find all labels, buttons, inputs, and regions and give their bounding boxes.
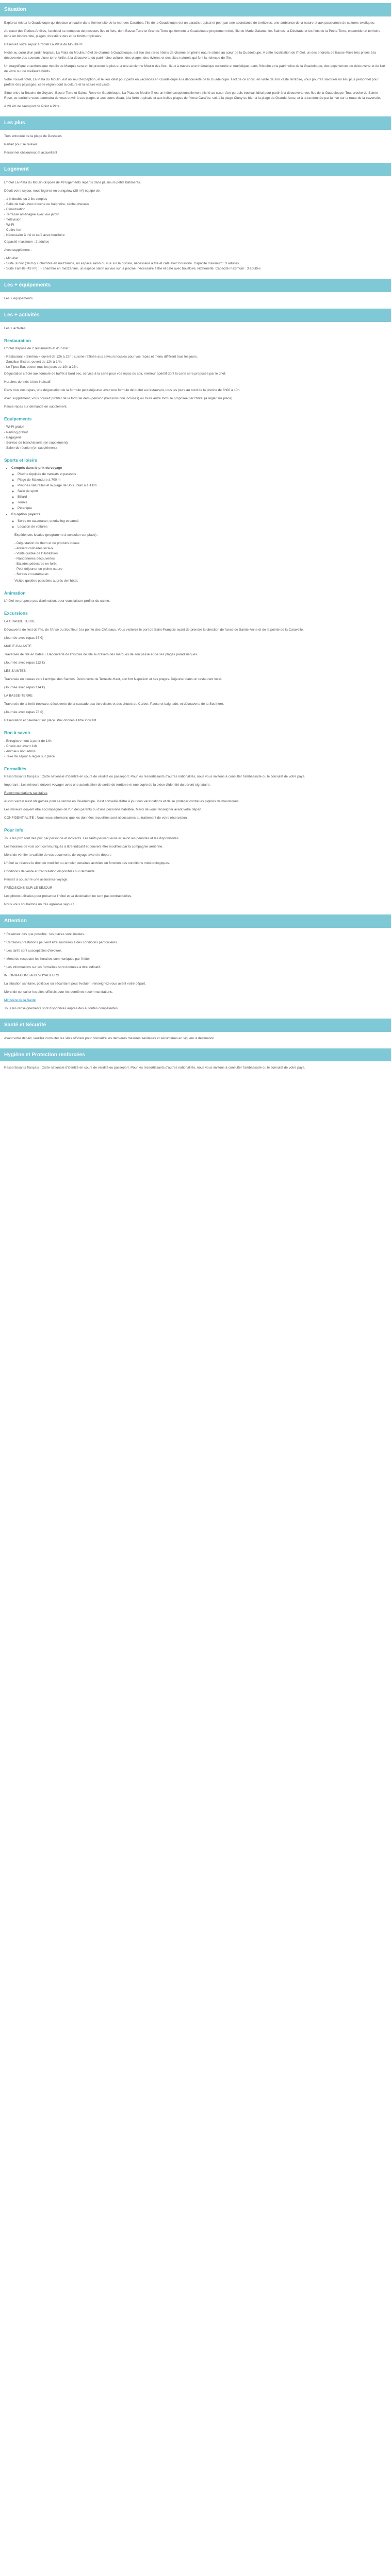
- list-item: Personnel chaleureux et accueillant: [4, 150, 57, 155]
- text: Réservation et paiement sur place. Prix donnés à titre indicatif.: [4, 719, 97, 723]
- text: (Journée avec repas 112 €): [4, 660, 45, 665]
- section-title-bon-a-savoir: Bon à savoir: [4, 730, 31, 736]
- text: Les mineurs doivent être accompagnés de l'un des parents ou d'une personne habilitée. Merci de vous renseigner avant votre départ.: [4, 808, 203, 812]
- text: Important : Les mineurs doivent voyager avec une autorisation de sortie de territoire et une copie de la pièce d'identité du parent signataire.: [4, 783, 211, 787]
- list-item: - Coffre-fort: [4, 228, 22, 232]
- list-item: - Visite guidée de l'Habitation: [14, 551, 58, 555]
- section-title-animation: Animation: [4, 590, 26, 596]
- text: Merci de vérifier la validité de vos documents de voyage avant le départ.: [4, 853, 112, 857]
- text: La situation sanitaire, politique ou sécuritaire peut évoluer : renseignez-vous avant votre départ.: [4, 982, 146, 986]
- text: * Les informations sur les formalités sont données à titre indicatif.: [4, 965, 101, 969]
- text: Dans tous nos repas, une dégustation de la formule petit-déjeuner avec une formule de buffet au restaurant, tous les jours au bord de la piscine de 8h00 à 10h.: [4, 388, 241, 393]
- text: Décrit votre séjour, nous logerez en bungalow (28 m²) équipé de :: [4, 189, 102, 193]
- text: Traversée de la forêt tropicale, découverte de la cascade aux écrevisses et des chutes du Carbet. Pause et baignade, et découverte de la Soufrière.: [4, 702, 224, 706]
- text: * Certaines prestations peuvent être soumises à des conditions particulières.: [4, 940, 118, 944]
- list-item: - Terrasse aménagée avec vue jardin: [4, 212, 59, 216]
- text: L'hôtel dispose de 2 restaurants et d'un bar :: [4, 346, 70, 350]
- text: Pause repas sur demande en supplément.: [4, 405, 68, 409]
- included-list: [11, 466, 387, 530]
- text: (Journée avec repas 78 €): [4, 710, 43, 715]
- text: Visites guidées possibles auprès de l'hôtel.: [14, 579, 78, 583]
- section-title-equipements-plus: Les + équipements: [0, 279, 391, 292]
- list-item: ◦ Billard: [18, 495, 387, 500]
- text: Les + équipements: [4, 296, 33, 300]
- text: PRÉCISIONS SUR LE SÉJOUR: [4, 886, 53, 890]
- spacer: [0, 1074, 391, 1094]
- list-item: - Taxe de séjour à régler sur place: [4, 754, 55, 758]
- section-title-activites-plus: Les + activités: [0, 309, 391, 322]
- link-row: [4, 998, 387, 1003]
- text: Les photos utilisées pour présenter l'hôtel et sa destination ne sont pas contractuelles.: [4, 894, 133, 898]
- text: Un magnifique et authentique moulin de Marquis sera en lui procure le plus et à une ancienne Moulin des îles ; lieux à travers une thématique culturelle et touristique, dans l'histoire et la patrimoine de la Guadeloupe, des expériences de découverte et de l'art de vivre sur de meilleurs bords.: [4, 64, 385, 73]
- list-item: - Mini-bar: [4, 257, 19, 261]
- section-title-excursions: Excursions: [4, 611, 28, 616]
- text: Conditions de vente et d'annulation disponibles sur demande.: [4, 869, 96, 873]
- list-item: ◦ Piscines naturelles et la plage de Bois Jolan à 1,4 km: [18, 483, 387, 488]
- text: Niché au cœur d'un jardin tropical, La Plata du Moulin, hôtel de charme à Guadeloupe, est l'un des rares hôtels de charme en pleine nature situés au cœur de la Guadeloupe. A cette localisation de l'hôtel, un des endroits de Basse-Terre très prisés à la découverte des saveurs d'une terre fertile, à la découverte du patrimoine culturel, des plages, des rivières et des sites naturels qui font la richesse de l'île.: [4, 50, 376, 60]
- text: Ressortissants français : Carte nationale d'identité en cours de validité ou passeport. Pour les ressortissants d'autres nationalités, nous vous invitons à consulter l'ambassade ou le consulat de votre pays.: [4, 775, 305, 779]
- list-item: - Sorties en catamaran: [14, 572, 48, 577]
- text: Avec supplément, vous pouvez profiter de la formule demi-pension (boissons non incluses) ou toute autre formule proposée par l'hôtel (à régler sur place).: [4, 397, 234, 401]
- list-item: - Enregistrement à partir de 14h: [4, 739, 52, 743]
- text: L'hôtel La Plata du Moulin dispose de 49 logements répartis dans plusieurs petits bâtiments.: [4, 180, 141, 184]
- text: Aucun vaccin n'est obligatoire pour se rendre en Guadeloupe. Il est conseillé d'être à jour des vaccinations et de se protéger contre les piqûres de moustiques.: [4, 800, 240, 804]
- list-item: - Randonnées découvertes: [14, 556, 55, 561]
- text: CONFIDENTIALITÉ : Nous vous informons que les données recueillies sont nécessaires au traitement de votre réservation.: [4, 816, 188, 820]
- text: Les horaires de vols sont communiqués à titre indicatif et peuvent être modifiés par la compagnie aérienne.: [4, 844, 164, 849]
- text: (Journée avec repas 37 €): [4, 636, 43, 640]
- text: Traversée de l'île en bateau. Découverte de l'histoire de l'île au travers des marques de son passé et de ses plages paradisiaques.: [4, 652, 198, 656]
- list-item: Très entourée de la plage de Deshaies: [4, 134, 62, 138]
- text: * Merci de respecter les horaires communiqués par l'hôtel.: [4, 957, 91, 961]
- list-item: ◦ Sortie en catamaran, snorkeling et canoë: [18, 519, 387, 524]
- list-item: - Parking gratuit: [4, 430, 28, 434]
- external-link[interactable]: Ministère de la Santé: [4, 998, 36, 1003]
- text: Avec supplément :: [4, 248, 32, 252]
- text: * Les tarifs sont susceptibles d'évoluer.: [4, 948, 62, 953]
- list-item: - Petit-déjeuner en pleine nature: [14, 567, 62, 571]
- list-item: - Animaux non admis: [4, 749, 36, 753]
- list-item: ◦ Plage de Malendure à 700 m: [18, 478, 387, 483]
- list-item: - Check-out avant 11h: [4, 744, 37, 748]
- excursion-title: MARIE-GALANTE: [4, 644, 32, 648]
- text: Ressortissants français : Carte nationale d'identité en cours de validité ou passeport. Pour les ressortissants d'autres nationalités, nous vous invitons à consulter l'ambassade ou le consulat de votre pays.: [4, 1066, 305, 1070]
- excursion-title: LES SAINTES: [4, 669, 26, 673]
- text: Réservez votre séjour à l'hôtel La Plata de Mouillé ®:: [4, 42, 83, 46]
- list-item: - Dégustation du rhum et de produits locaux: [14, 541, 80, 545]
- list-item: - 1 lit double ou 2 lits simples: [4, 197, 47, 201]
- text: Avant votre départ, veuillez consulter les sites officiels pour connaître les dernières mesures sanitaires et sécuritaires en vigueur à destination.: [4, 1036, 216, 1040]
- text: A 20 km de l'aéroport de Point à Pitre.: [4, 105, 61, 109]
- section-title-sante: Santé et Sécurité: [0, 1019, 391, 1032]
- text: * Réservez dès que possible : les places sont limitées.: [4, 932, 85, 936]
- list-item: - Restaurant « Sinéma » ouvert de 12h à 22h : cuisine raffinée aux saveurs locales pour vos repas et menu différent tous les jours.: [4, 354, 198, 359]
- text: Pensez à souscrire une assurance voyage.: [4, 877, 69, 882]
- list-item: - Ateliers culinaires locaux: [14, 546, 54, 550]
- text: Capacité maximum : 2 adultes: [4, 240, 50, 244]
- list-heading: • Compris dans le prix du voyage ◦ Piscine équipée de transats et parasols ◦ Plage de Malendure à 700 m ◦ Piscines naturelles et la plage de Bois Jolan à 1,4 km ◦ Salle de sport ◦ Billard ◦ Tennis ◦ Pétanque: [11, 466, 387, 512]
- text: Explorez mieux la Guadeloupe qui déplace un cadre dans l'immensité de la mer des Caraïbes, l'île de la Guadeloupe est un paradis tropical et pétri par une abondance de territoires, une ambiance de la nature et aux passionnés de cultures exotiques.: [4, 21, 376, 25]
- list-item: ◦ Salle de sport: [18, 489, 387, 494]
- text: (Journée avec repas 114 €): [4, 686, 45, 690]
- text: Traversée en bateau vers l'archipel des Saintes. Découverte de Terre-de-Haut, son fort Napoléon et ses plages. Déjeuner dans un restaurant local.: [4, 677, 222, 682]
- section-title-formalites: Formalités: [4, 766, 26, 771]
- list-item: Parfait pour se relaxer: [4, 142, 37, 146]
- list-item: - Zanzibar Bistrot, ouvert de 12h à 14h.: [4, 360, 62, 364]
- text: Merci de consulter les sites officiels pour les dernières recommandations.: [4, 990, 113, 994]
- section-title-sports: Sports et loisirs: [4, 457, 38, 463]
- list-item: - Bagagerie: [4, 435, 22, 439]
- section-title-restauration: Restauration: [4, 337, 31, 343]
- excursion-title: LA GRANDE TERRE: [4, 619, 36, 623]
- list-item: - Service de blanchisserie (en supplément): [4, 440, 68, 445]
- excursion-title: LA BASSE-TERRE: [4, 694, 33, 698]
- page: [0, 0, 391, 1094]
- list-item: ◦ Tennis: [18, 500, 387, 505]
- text: Les + activités: [4, 326, 26, 330]
- list-item: - Suite Famille (43 m²) : + chambre en mezzanine, un espace salon ou vue sur la piscine, nécessaire à thé et café avec bouilloire, kitchenette. Capacité maximum : 3 adultes: [4, 267, 260, 271]
- list-item: ◦ Location de voitures: [18, 524, 387, 530]
- list-item: - Suite Junior (34 m²) + chambre en mezzanine, un espace salon ou vue sur la piscine, nécessaire à thé et café avec bouilloire. Capacité maximum : 3 adultes: [4, 262, 239, 266]
- section-title-plus: Les plus: [0, 116, 391, 130]
- section-title-hygiene: Hygiène et Protection renforcées: [0, 1048, 391, 1062]
- list-item: - Salle de bain avec douche ou baignoire, sèche-cheveux: [4, 202, 90, 206]
- text: Nous vous souhaitons un très agréable séjour !: [4, 903, 74, 907]
- section-title-logement: Logement: [0, 163, 391, 176]
- list-item: - Salon de réunion (en supplément): [4, 446, 57, 450]
- text: INFORMATIONS AUX VOYAGEURS: [4, 973, 59, 977]
- text: Tous les renseignements sont disponibles auprès des autorités compétentes.: [4, 1007, 119, 1011]
- text: Dégustation créole aux formule de buffet à bord sec, service à la carte pour vos repas du soir, meilleur apéritif dont la carte sera proposée par le chef.: [4, 371, 226, 376]
- text: L'hôtel ne propose pas d'animation, pour vous laisser profiter du calme.: [4, 599, 110, 603]
- list-item: - Wi-Fi gratuit: [4, 425, 24, 429]
- list-item: - Climatisation: [4, 207, 26, 211]
- section-title-attention: Attention: [0, 914, 391, 928]
- section-title-situation: Situation: [0, 3, 391, 16]
- section-title-equipements: Equipements: [4, 416, 32, 422]
- section-title-pour-info: Pour info: [4, 827, 24, 833]
- text: Au cœur des Petites Antilles, l'archipel se compose de plusieurs îles et îlets, dont Basse-Terre et Grande-Terre qui forment la Guadeloupe proprement dite, l'île de Marie-Galante, les Saintes, la Désirade et les îlets de la Petite-Terre, ensemble un territoire riche en biodiversité, plages, forestière des et de forêts tropicales.: [4, 29, 381, 38]
- text: Tous les prix sont des prix par personne et indicatifs. Les tarifs peuvent évoluer selon les périodes et les disponibilités.: [4, 836, 180, 840]
- subheading: Recommandations sanitaires: [4, 791, 47, 795]
- list-item: - Wi-Fi: [4, 223, 14, 227]
- text: Découverte de l'est de l'île, de l'Anse du Souffleur à la pointe des Châteaux. Vous visiterez le port de Saint-François avant de prendre la direction de l'anse de Sainte-Anne et de la pointe de la Caravelle.: [4, 628, 304, 632]
- text: Expériences locales (programme à consulter sur place) :: [14, 533, 99, 537]
- list-item: ◦ Piscine équipée de transats et parasols: [18, 472, 387, 477]
- text: Situé entre la Bouche de Goyave, Basse-Terre et Sainte-Rose en Guadeloupe, La Plata du Moulin ® est un hôtel exceptionnellement niché au cœur d'un paradis tropical, idéal pour partir à la découverte des îles de la Guadeloupe. Tout proche de Sainte-Rose, ce territoire vous permettra de vous ouvrir à ses plages et aux cours d'eau, à la forêt tropicale et aux belles plages de l'Anse Caraïbe, soit à la plage Cluny ou bien à la plage de Grande-Anse, et à la randonnée par la rive sur la route de la traversée.: [4, 91, 381, 100]
- list-item: - Télévision: [4, 217, 22, 222]
- list-item: - Balades pédestres en forêt: [14, 562, 57, 566]
- list-heading: • En option payante ◦ Sortie en catamaran, snorkeling et canoë ◦ Location de voitures: [11, 512, 387, 529]
- text: Votre nouvel hôtel, La Plata du Moulin, est un lieu d'exception, et le lieu idéal pour partir en vacances en Guadeloupe à la découverte de la Guadeloupe. Fort de ce choix, en visite de son vaste territoire, vous pourrez savourer un lieu plus personnel pour profiter des paysages, cette région dont la culture et la nature est vaste.: [4, 78, 379, 87]
- list-item: ◦ Pétanque: [18, 506, 387, 511]
- list-item: - Nécessaire à thé et café avec bouilloire: [4, 233, 65, 238]
- text: Horaires donnés à titre indicatif.: [4, 380, 52, 384]
- text: L'hôtel se réserve le droit de modifier ou annuler certaines activités en fonction des conditions météorologiques.: [4, 861, 170, 865]
- list-item: - Le Tipou Bar, ouvert tous les jours de 10h à 23h.: [4, 365, 78, 369]
